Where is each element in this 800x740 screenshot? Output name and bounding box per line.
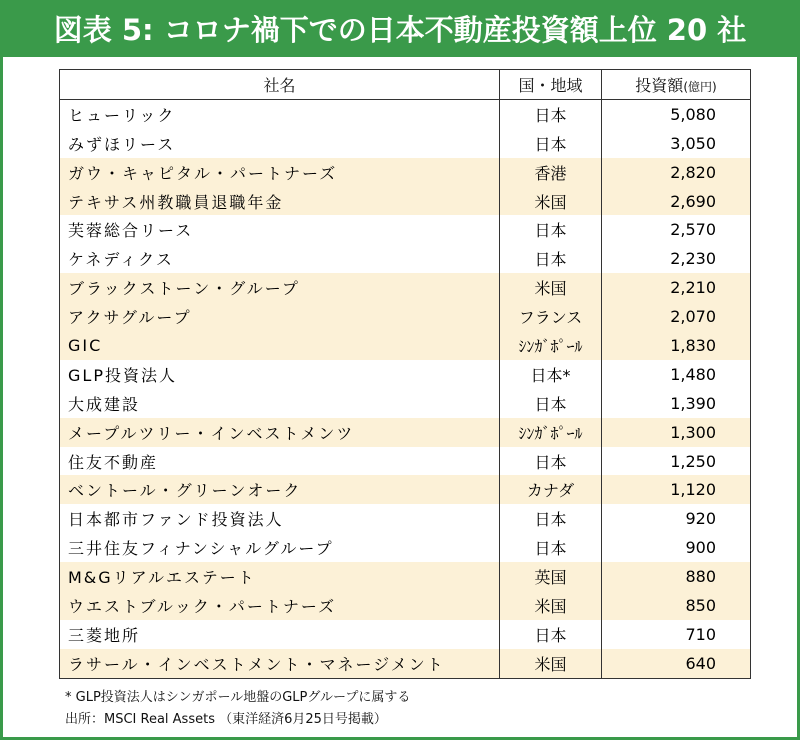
country-cell: カナダ xyxy=(500,475,602,504)
country-cell: ｼﾝｶﾞﾎﾟｰﾙ xyxy=(500,418,602,447)
amount-header-label: 投資額 xyxy=(635,75,684,95)
table-row xyxy=(60,215,751,244)
table-row xyxy=(60,360,751,389)
table-row xyxy=(60,129,751,158)
source-note: 出所：MSCI Real Assets （東洋経済6月25日号掲載） xyxy=(65,712,387,727)
company-cell: ウエストブルック・パートナーズ xyxy=(60,591,500,620)
company-cell: 日本都市ファンド投資法人 xyxy=(60,504,500,533)
country-cell: 米国 xyxy=(500,273,602,302)
table-row xyxy=(60,562,751,591)
company-cell: 芙蓉総合リース xyxy=(60,215,500,244)
amount-cell: 880 xyxy=(602,562,751,591)
company-cell: ヒューリック xyxy=(60,99,500,128)
amount-cell: 3,050 xyxy=(602,129,751,158)
amount-column-header xyxy=(602,70,751,100)
country-cell: 香港 xyxy=(500,158,602,187)
amount-cell: 1,480 xyxy=(602,360,751,389)
table-body xyxy=(60,99,751,678)
table-row xyxy=(60,187,751,216)
company-cell: 住友不動産 xyxy=(60,447,500,476)
table-row xyxy=(60,158,751,187)
figure-title: 図表 5: コロナ禍下での日本不動産投資額上位 20 社 xyxy=(3,3,797,57)
amount-cell: 1,830 xyxy=(602,331,751,360)
country-cell: 日本 xyxy=(500,129,602,158)
table-row xyxy=(60,475,751,504)
table-row xyxy=(60,649,751,678)
company-cell: ベントール・グリーンオーク xyxy=(60,475,500,504)
table-row xyxy=(60,302,751,331)
company-cell: 大成建設 xyxy=(60,389,500,418)
amount-cell: 2,230 xyxy=(602,244,751,273)
amount-unit-label: (億円) xyxy=(683,79,717,94)
country-cell: 英国 xyxy=(500,562,602,591)
country-cell: 日本* xyxy=(500,360,602,389)
company-cell: ケネディクス xyxy=(60,244,500,273)
company-cell: アクサグループ xyxy=(60,302,500,331)
company-cell: 三菱地所 xyxy=(60,620,500,649)
amount-cell: 2,210 xyxy=(602,273,751,302)
amount-cell: 1,120 xyxy=(602,475,751,504)
amount-cell: 1,300 xyxy=(602,418,751,447)
table-row xyxy=(60,99,751,128)
table-row xyxy=(60,331,751,360)
country-cell: 日本 xyxy=(500,99,602,128)
country-cell: 日本 xyxy=(500,244,602,273)
company-cell: 三井住友フィナンシャルグループ xyxy=(60,533,500,562)
country-column-header: 国・地域 xyxy=(500,70,602,100)
country-cell: 米国 xyxy=(500,187,602,216)
table-row xyxy=(60,504,751,533)
country-cell: 日本 xyxy=(500,389,602,418)
company-cell: テキサス州教職員退職年金 xyxy=(60,187,500,216)
country-cell: 米国 xyxy=(500,591,602,620)
country-cell: フランス xyxy=(500,302,602,331)
table-row xyxy=(60,244,751,273)
country-cell: 日本 xyxy=(500,620,602,649)
table-header-row xyxy=(60,70,751,100)
table-row xyxy=(60,273,751,302)
amount-cell: 850 xyxy=(602,591,751,620)
amount-cell: 5,080 xyxy=(602,99,751,128)
table-row xyxy=(60,418,751,447)
amount-cell: 1,390 xyxy=(602,389,751,418)
amount-cell: 920 xyxy=(602,504,751,533)
investment-ranking-table xyxy=(59,69,751,679)
amount-cell: 2,570 xyxy=(602,215,751,244)
company-cell: ガウ・キャピタル・パートナーズ xyxy=(60,158,500,187)
table-row xyxy=(60,533,751,562)
company-cell: GLP投資法人 xyxy=(60,360,500,389)
amount-cell: 2,690 xyxy=(602,187,751,216)
company-column-header: 社名 xyxy=(60,70,500,100)
country-cell: 日本 xyxy=(500,447,602,476)
amount-cell: 710 xyxy=(602,620,751,649)
company-cell: みずほリース xyxy=(60,129,500,158)
country-cell: 日本 xyxy=(500,533,602,562)
company-cell: ラサール・インベストメント・マネージメント xyxy=(60,649,500,678)
table-row xyxy=(60,620,751,649)
amount-cell: 1,250 xyxy=(602,447,751,476)
country-cell: 米国 xyxy=(500,649,602,678)
amount-cell: 2,070 xyxy=(602,302,751,331)
footnote-glp: * GLP投資法人はシンガポール地盤のGLPグループに属する xyxy=(65,690,411,705)
amount-cell: 2,820 xyxy=(602,158,751,187)
company-cell: メープルツリー・インベストメンツ xyxy=(60,418,500,447)
table-row xyxy=(60,447,751,476)
amount-cell: 640 xyxy=(602,649,751,678)
country-cell: ｼﾝｶﾞﾎﾟｰﾙ xyxy=(500,331,602,360)
company-cell: M&Gリアルエステート xyxy=(60,562,500,591)
country-cell: 日本 xyxy=(500,215,602,244)
company-cell: GIC xyxy=(60,331,500,360)
table-row xyxy=(60,389,751,418)
company-cell: ブラックストーン・グループ xyxy=(60,273,500,302)
country-cell: 日本 xyxy=(500,504,602,533)
table-row xyxy=(60,591,751,620)
amount-cell: 900 xyxy=(602,533,751,562)
